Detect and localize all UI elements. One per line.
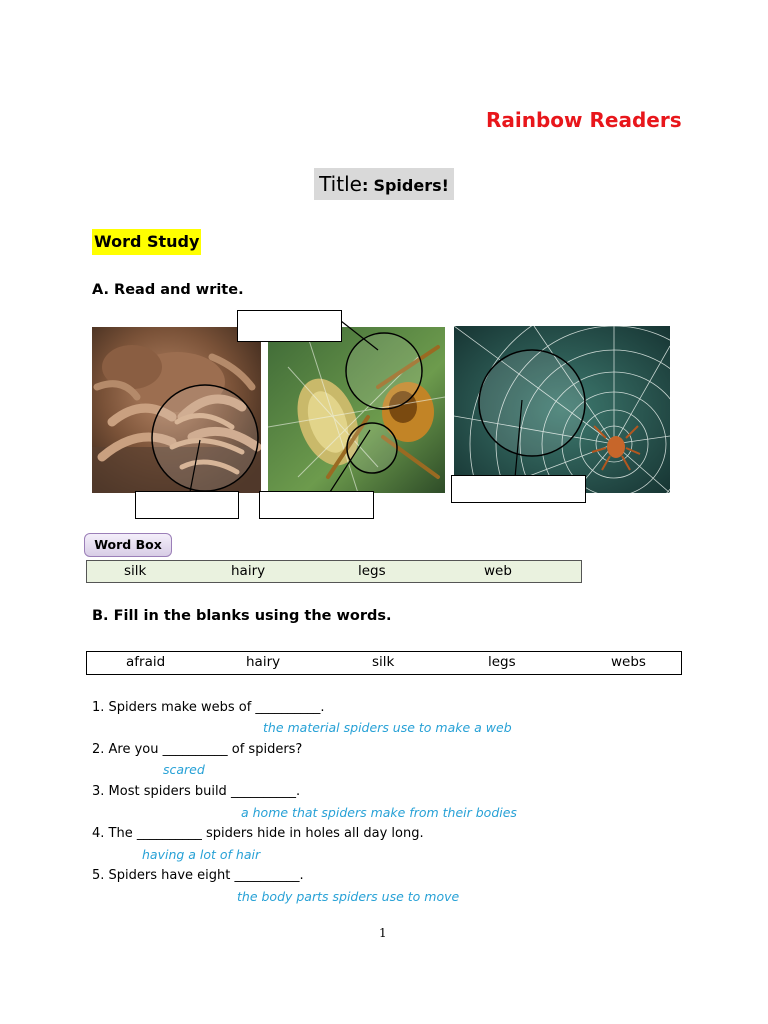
word-box-word: silk	[124, 563, 147, 579]
word-study-heading: Word Study	[92, 229, 201, 255]
word-box-word: legs	[358, 563, 386, 579]
word-box-row	[86, 560, 582, 583]
part-b-word: hairy	[246, 654, 281, 670]
label-box-web[interactable]	[451, 475, 586, 503]
question-3: 3. Most spiders build __________.	[92, 784, 301, 799]
brand-title: Rainbow Readers	[486, 108, 682, 132]
page-number: 1	[379, 926, 387, 940]
hint-2: scared	[163, 762, 205, 777]
question-1: 1. Spiders make webs of __________.	[92, 700, 325, 715]
question-2: 2. Are you __________ of spiders?	[92, 742, 303, 757]
hint-5: the body parts spiders use to move	[237, 889, 460, 904]
word-box-label: Word Box	[84, 533, 172, 557]
hint-1: the material spiders use to make a web	[263, 720, 512, 735]
label-box-top[interactable]	[237, 310, 342, 342]
part-a-heading: A. Read and write.	[92, 282, 244, 298]
part-b-word-row	[86, 651, 682, 675]
label-box-silk[interactable]	[259, 491, 374, 519]
title-colon: :	[361, 176, 369, 195]
part-b-word: afraid	[126, 654, 166, 670]
part-b-word: webs	[611, 654, 646, 670]
word-box-word: web	[484, 563, 512, 579]
part-b-word: legs	[488, 654, 516, 670]
hint-4: having a lot of hair	[142, 847, 261, 862]
part-b-heading: B. Fill in the blanks using the words.	[92, 608, 392, 624]
title-label: Title	[319, 172, 362, 196]
question-4: 4. The __________ spiders hide in holes all day long.	[92, 826, 424, 841]
question-5: 5. Spiders have eight __________.	[92, 868, 304, 883]
part-b-word: silk	[372, 654, 395, 670]
hint-3: a home that spiders make from their bodies	[241, 805, 517, 820]
label-box-tarantula[interactable]	[135, 491, 239, 519]
word-box-word: hairy	[231, 563, 266, 579]
title-value: Spiders!	[373, 176, 449, 195]
